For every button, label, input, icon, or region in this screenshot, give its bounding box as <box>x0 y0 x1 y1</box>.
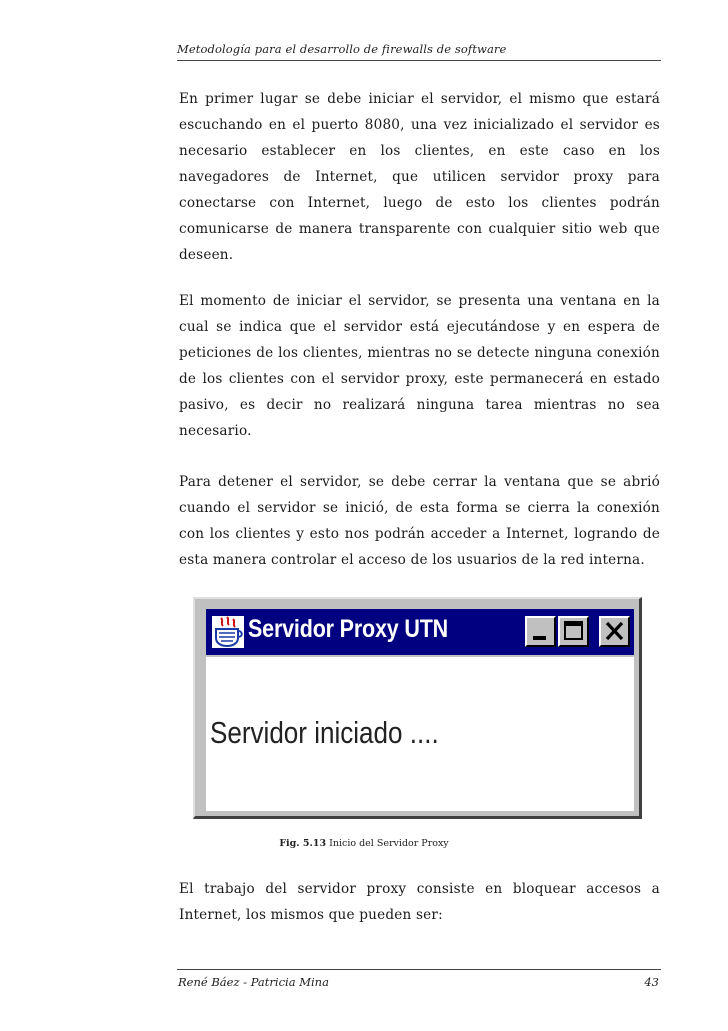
caption-label: Fig. 5.13 <box>279 838 327 849</box>
maximize-button[interactable] <box>558 616 589 647</box>
figure-caption <box>0 838 728 849</box>
paragraph-2: El momento de iniciar el servidor, se presenta una ventana en la cual se indica que el servidor está ejecutándose y en espera de peticiones de los clientes, mientras no se detecte ninguna conexión de los clientes con el servidor proxy, este permanecerá en estado pasivo, es decir no realizará ninguna tarea mientras no sea necesario. <box>179 293 660 439</box>
close-icon <box>601 618 628 645</box>
proxy-window-screenshot <box>193 597 642 819</box>
close-button[interactable] <box>599 616 630 647</box>
window-title: Servidor Proxy UTN <box>248 615 449 643</box>
paragraph-4: El trabajo del servidor proxy consiste en bloquear accesos a Internet, los mismos que pueden ser: <box>179 881 660 923</box>
header-divider <box>177 60 661 61</box>
status-message: Servidor iniciado .... <box>210 715 439 750</box>
running-header: Metodología para el desarrollo de firewalls de software <box>177 42 507 56</box>
caption-text: Inicio del Servidor Proxy <box>329 838 449 849</box>
window-client-area <box>206 657 634 811</box>
java-app-icon <box>212 616 244 648</box>
paragraph-3: Para detener el servidor, se debe cerrar la ventana que se abrió cuando el servidor se inició, de esta forma se cierra la conexión con los clientes y esto nos podrán acceder a Internet, logrando de esta manera controlar el acceso de los usuarios de la red interna. <box>179 474 660 568</box>
footer-authors: René Báez - Patricia Mina <box>178 975 329 989</box>
maximize-icon <box>560 618 587 645</box>
minimize-button[interactable] <box>525 616 556 647</box>
minimize-icon <box>527 618 554 645</box>
footer-divider <box>177 969 661 970</box>
paragraph-1: En primer lugar se debe iniciar el servidor, el mismo que estará escuchando en el puerto 8080, una vez inicializado el servidor es necesario establecer en los clientes, en este caso en los navegadores de Internet, que utilicen servidor proxy para conectarse con Internet, luego de esto los clientes podrán comunicarse de manera transparente con cualquier sitio web que deseen. <box>179 91 660 263</box>
page-number: 43 <box>644 975 659 989</box>
window-titlebar <box>206 609 634 655</box>
